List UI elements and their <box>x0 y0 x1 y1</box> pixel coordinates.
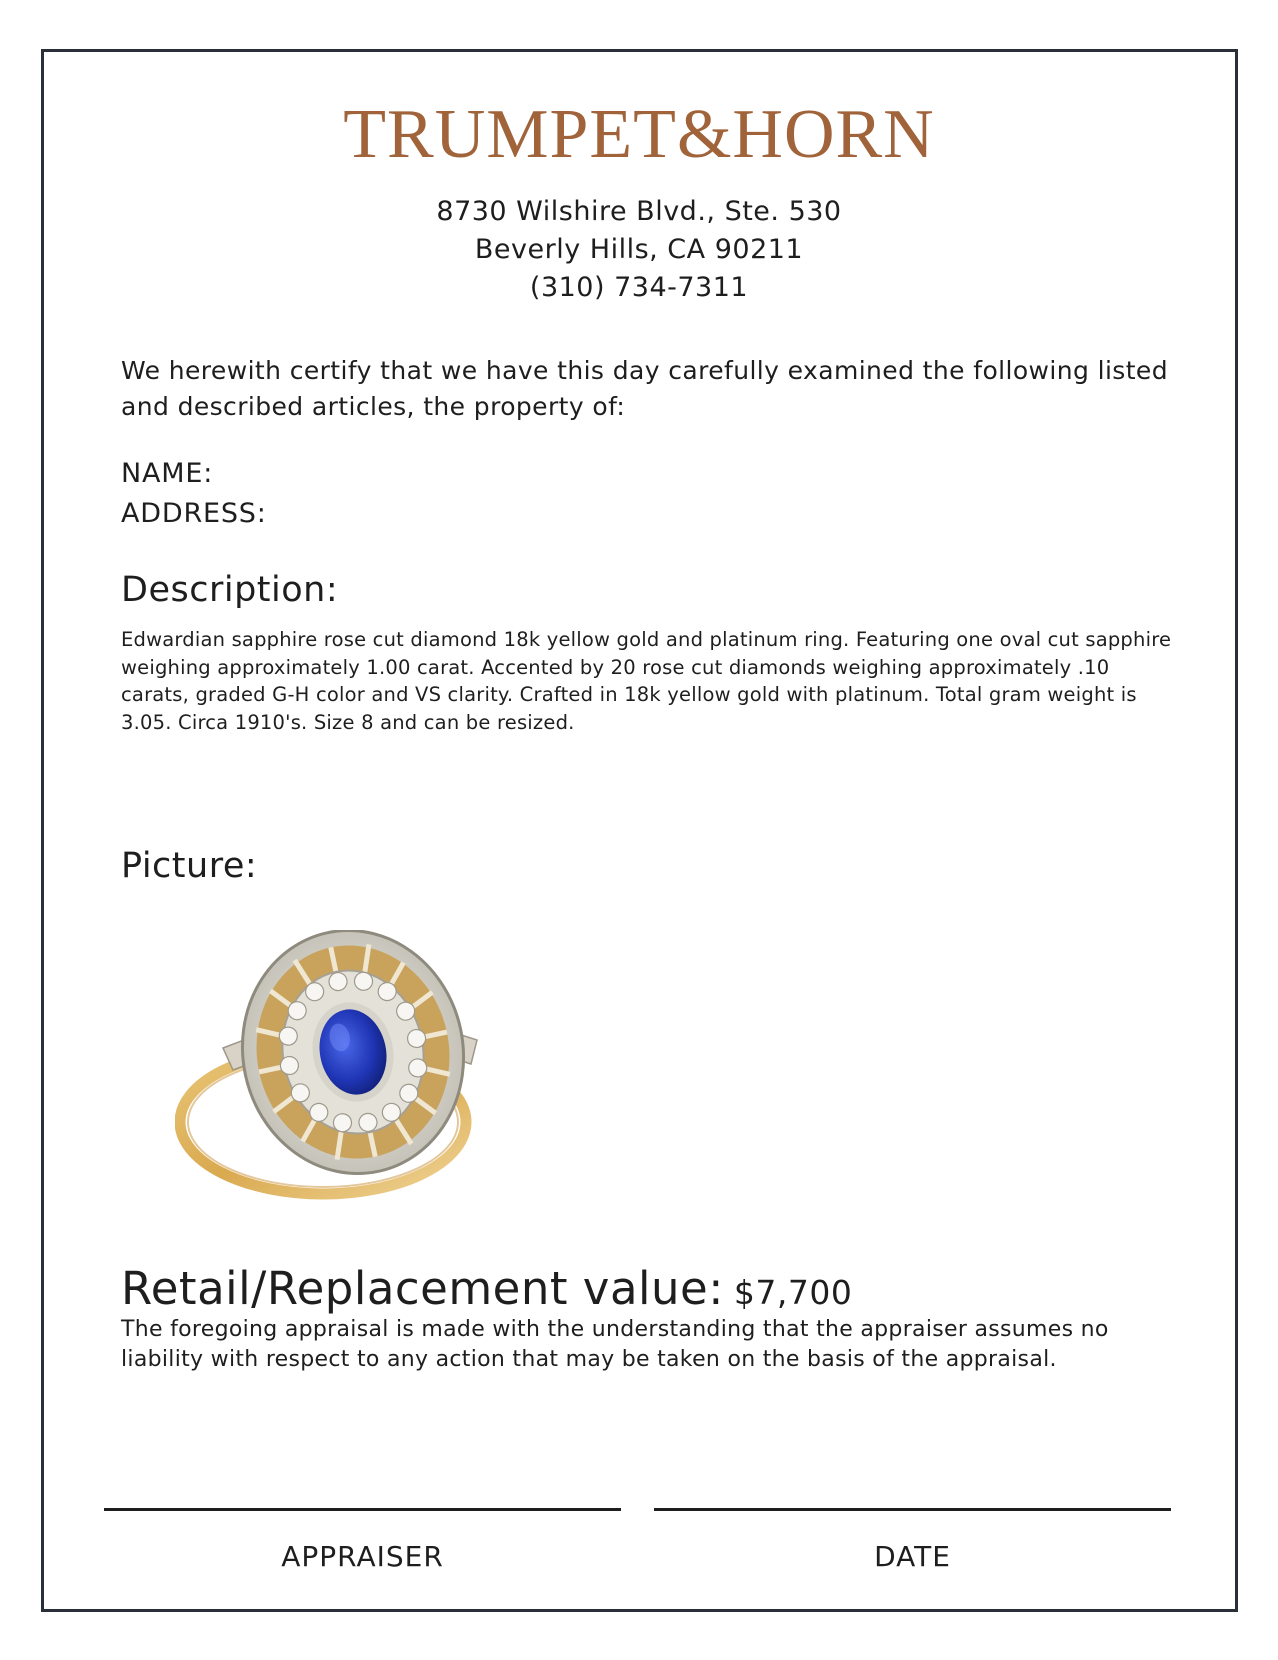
value-label: Retail/Replacement value: <box>121 1262 724 1315</box>
ring-image <box>175 930 515 1230</box>
address-line-2: Beverly Hills, CA 90211 <box>474 234 804 265</box>
name-label: NAME: <box>121 458 214 489</box>
appraisal-disclaimer: The foregoing appraisal is made with the understanding that the appraiser assumes no liability with respect to any action that may be taken on the basis of the appraisal. <box>121 1317 1109 1372</box>
description-text: Edwardian sapphire rose cut diamond 18k yellow gold and platinum ring. Featuring one oval cut sapphire weighing approximately 1.00 carat. Accented by 20 rose cut diamonds weighing approximately .10 carats, graded G-H color and VS clarity. Crafted in 18k yellow gold with platinum. Total gram weight is 3.05. Circa 1910's. Size 8 and can be resized. <box>121 628 1172 734</box>
appraiser-label: APPRAISER <box>281 1540 444 1573</box>
description-heading: Description: <box>121 570 339 610</box>
appraiser-signature-line <box>104 1508 621 1511</box>
ring-image-icon <box>175 930 515 1230</box>
address-line-1: 8730 Wilshire Blvd., Ste. 530 <box>436 196 842 227</box>
certification-statement: We herewith certify that we have this day carefully examined the following listed and described articles, the property of: <box>121 356 1168 421</box>
picture-heading: Picture: <box>121 846 258 886</box>
company-address <box>0 193 1278 307</box>
value-amount: $7,700 <box>733 1273 853 1312</box>
valuation-line <box>121 1262 852 1315</box>
company-logo: TRUMPET&HORN <box>343 96 935 173</box>
address-label: ADDRESS: <box>121 498 267 529</box>
date-signature-line <box>654 1508 1171 1511</box>
date-label: DATE <box>874 1540 951 1573</box>
phone-number: (310) 734-7311 <box>529 272 749 303</box>
